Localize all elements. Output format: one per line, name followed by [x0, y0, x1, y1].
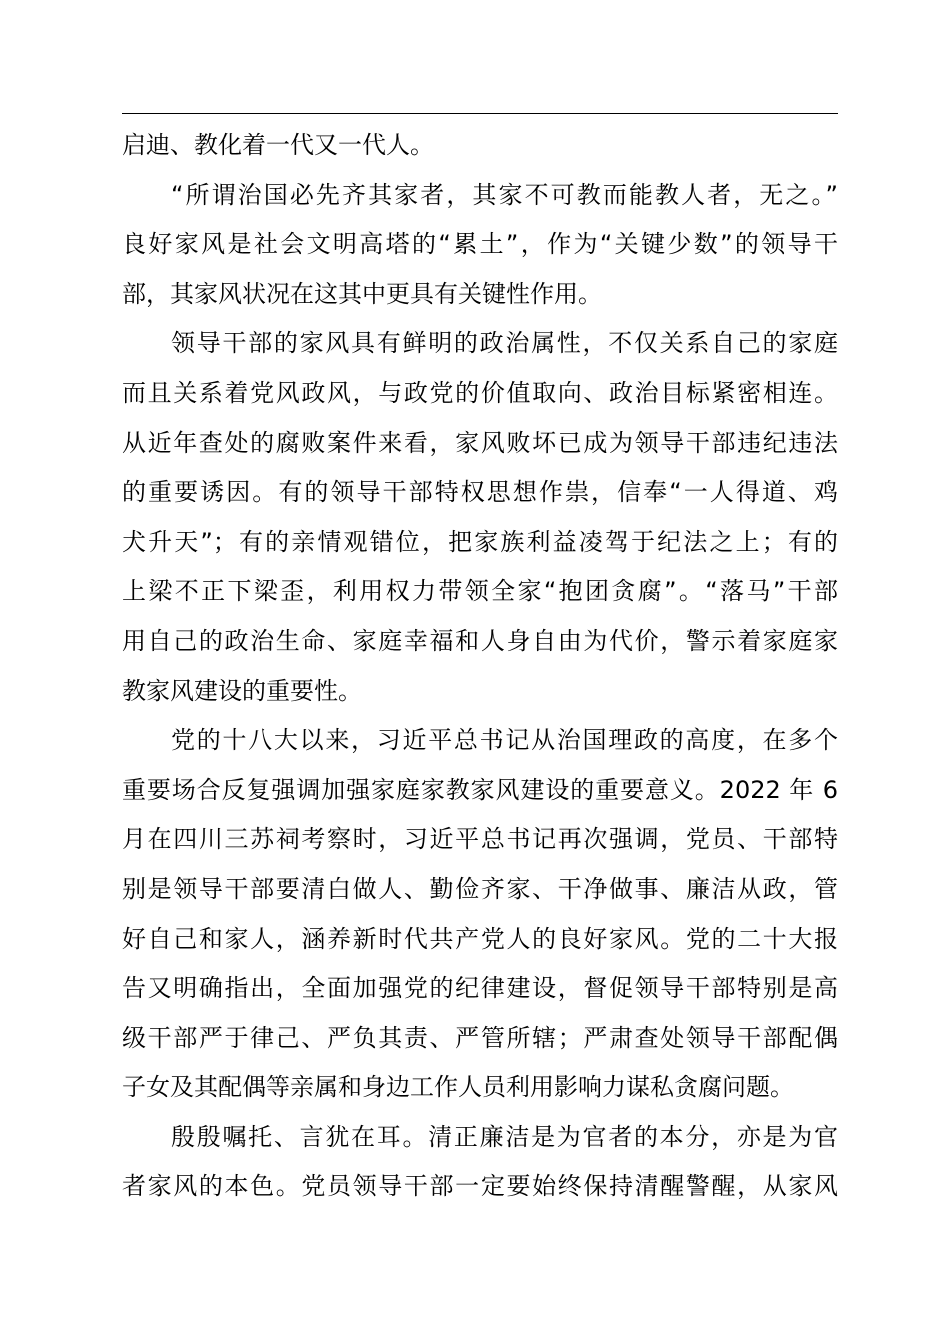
text-line: 告又明确指出，全面加强党的纪律建设，督促领导干部特别是高 [122, 974, 838, 1003]
text-line: 启迪、教化着一代又一代人。 [122, 131, 434, 159]
text-line: 级干部严于律己、严负其责、严管所辖；严肃查处领导干部配偶 [122, 1023, 838, 1052]
body-text [122, 121, 838, 1212]
text-line: 殷殷嘱托、言犹在耳。清正廉洁是为官者的本分，亦是为官 [171, 1122, 838, 1151]
text-line: 好自己和家人，涵养新时代共产党人的良好家风。党的二十大报 [122, 924, 838, 953]
text-line: 别是领导干部要清白做人、勤俭齐家、干净做事、廉洁从政，管 [122, 874, 838, 903]
text-line: 重要场合反复强调加强家庭家教家风建设的重要意义。2022 年 6 [122, 775, 838, 804]
text-line: 月在四川三苏祠考察时，习近平总书记再次强调，党员、干部特 [122, 825, 838, 854]
text-line: 教家风建设的重要性。 [122, 676, 362, 705]
text-line: 用自己的政治生命、家庭幸福和人身自由为代价，警示着家庭家 [122, 626, 838, 655]
text-line: 而且关系着党风政风，与政党的价值取向、政治目标紧密相连。 [122, 378, 838, 407]
text-line: 良好家风是社会文明高塔的“累土”，作为“关键少数”的领导干 [122, 230, 838, 259]
text-line: “所谓治国必先齐其家者，其家不可教而能教人者，无之。” [171, 180, 838, 209]
text-line: 从近年查处的腐败案件来看，家风败坏已成为领导干部违纪违法 [122, 428, 838, 457]
text-line: 上梁不正下梁歪，利用权力带领全家“抱团贪腐”。“落马”干部 [122, 577, 838, 606]
text-line: 者家风的本色。党员领导干部一定要始终保持清醒警醒，从家风 [122, 1172, 838, 1201]
text-line: 部，其家风状况在这其中更具有关键性作用。 [122, 279, 602, 308]
text-line: 子女及其配偶等亲属和身边工作人员利用影响力谋私贪腐问题。 [122, 1073, 794, 1102]
text-line: 犬升天”；有的亲情观错位，把家族利益凌驾于纪法之上；有的 [122, 527, 838, 556]
text-line: 党的十八大以来，习近平总书记从治国理政的高度，在多个 [171, 726, 838, 755]
text-line: 领导干部的家风具有鲜明的政治属性，不仅关系自己的家庭 [171, 329, 838, 358]
text-line: 的重要诱因。有的领导干部特权思想作祟，信奉“一人得道、鸡 [122, 478, 838, 507]
header-rule [122, 113, 838, 114]
